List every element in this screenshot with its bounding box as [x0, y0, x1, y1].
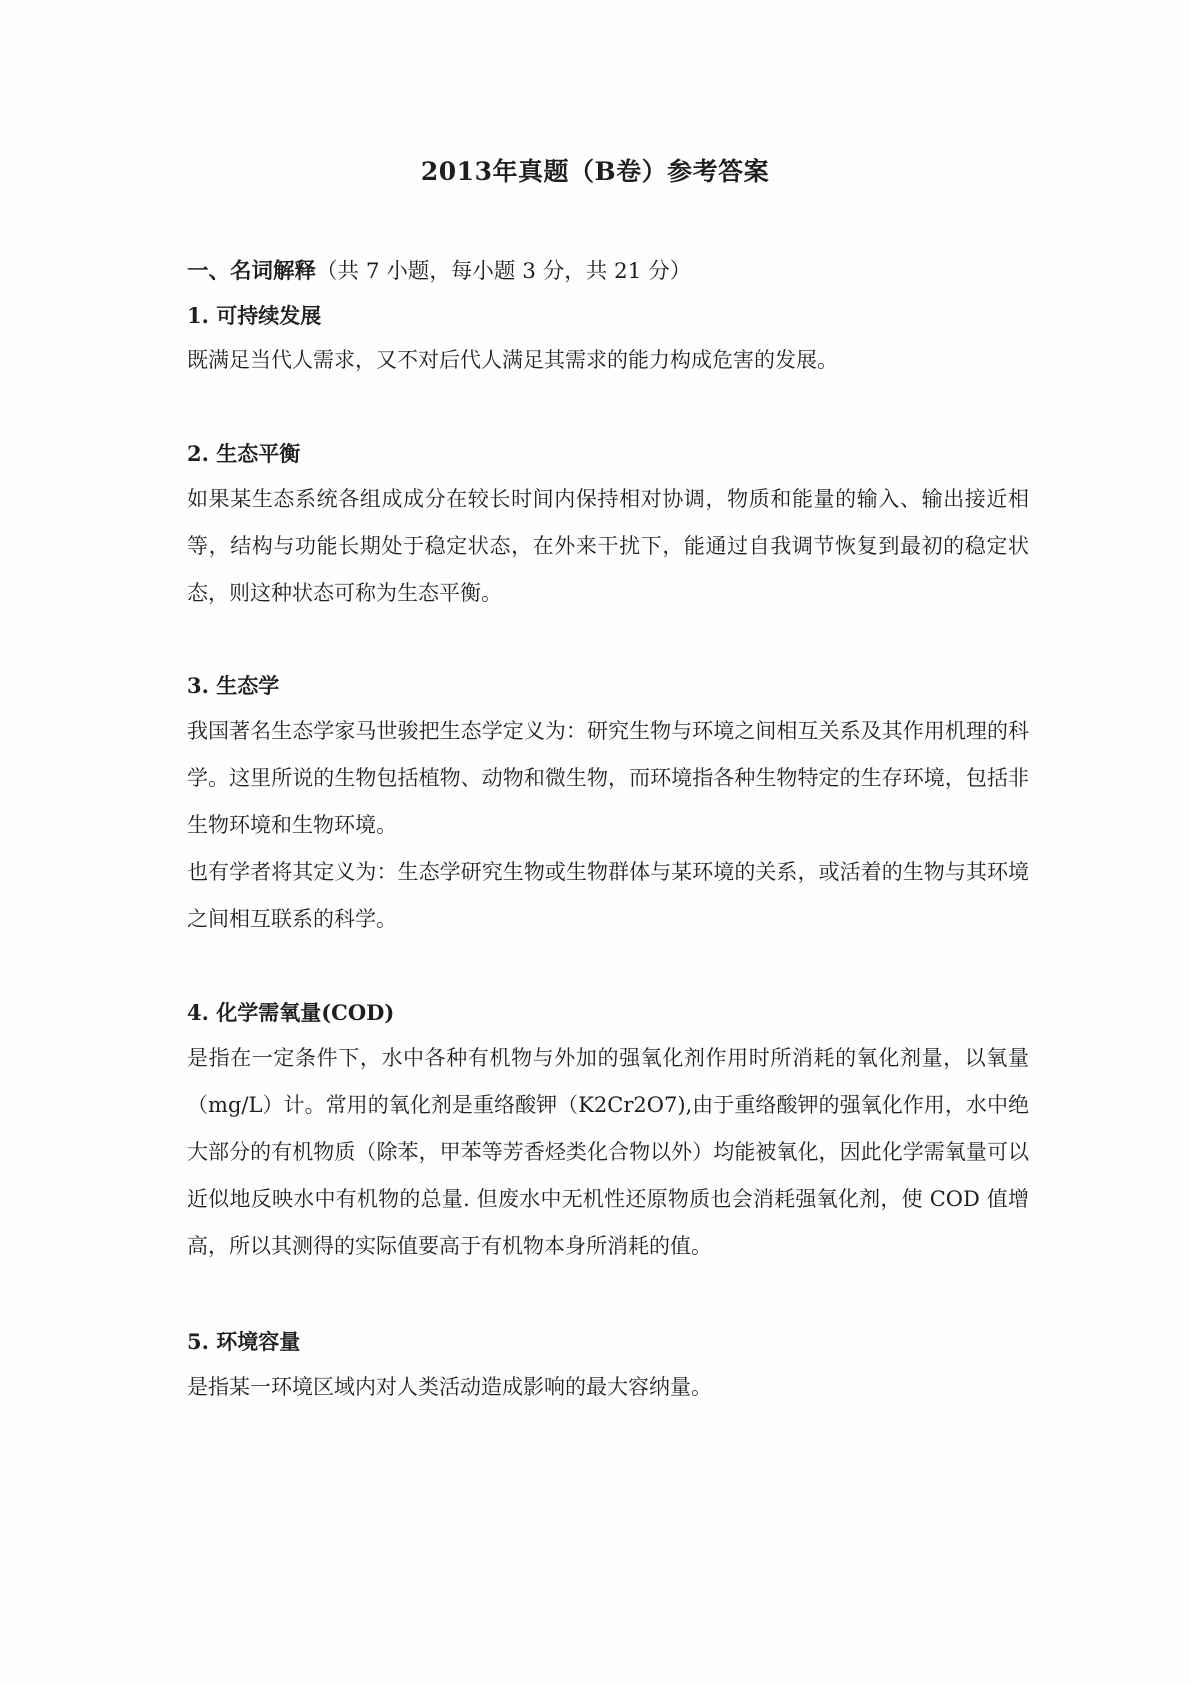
section-heading-note: （共 7 小题，每小题 3 分，共 21 分） — [316, 259, 692, 284]
term-title: 2. 生态平衡 — [187, 441, 301, 466]
term-item — [187, 294, 1029, 382]
term-item — [187, 991, 1029, 1270]
term-definition — [187, 338, 1029, 382]
term-item — [187, 1320, 1029, 1411]
spacer — [187, 617, 1029, 664]
term-paragraph: 是指在一定条件下，水中各种有机物与外加的强氧化剂作用时所消耗的氧化剂量，以氧量（mg/L）计。常用的氧化剂是重络酸钾（K2Cr2O7),由于重络酸钾的强氧化作用，水中绝大部分的有机物质（除苯，甲苯等芳香烃类化合物以外）均能被氧化，因此化学需氧量可以近似地反映水中有机物的总量. 但废水中无机性还原物质也会消耗强氧化剂，使 COD 值增高，所以其测得的实际值要高于有机物本身所消耗的值。 — [187, 1046, 1029, 1258]
term-paragraph: 如果某生态系统各组成成分在较长时间内保持相对协调，物质和能量的输入、输出接近相等，结构与功能长期处于稳定状态，在外来干扰下，能通过自我调节恢复到最初的稳定状态，则这种状态可称为生态平衡。 — [187, 487, 1029, 605]
section-heading-label: 一、名词解释 — [187, 259, 317, 284]
section-heading — [187, 250, 1029, 294]
term-title: 4. 化学需氧量(COD) — [187, 1000, 395, 1025]
term-paragraph: 我国著名生态学家马世骏把生态学定义为：研究生物与环境之间相互关系及其作用机理的科学。这里所说的生物包括植物、动物和微生物，而环境指各种生物特定的生存环境，包括非生物环境和生物环境。 — [187, 719, 1029, 837]
term-title: 5. 环境容量 — [187, 1329, 301, 1354]
term-definition — [187, 708, 1029, 943]
term-paragraph: 是指某一环境区域内对人类活动造成影响的最大容纳量。 — [187, 1375, 712, 1399]
spacer — [187, 943, 1029, 991]
term-item — [187, 432, 1029, 617]
term-paragraph: 既满足当代人需求，又不对后代人满足其需求的能力构成危害的发展。 — [187, 348, 838, 372]
spacer — [187, 1270, 1029, 1320]
term-definition — [187, 1364, 1029, 1411]
spacer — [187, 382, 1029, 432]
document-title: 2013年真题（B卷）参考答案 — [420, 157, 770, 186]
document-content — [187, 250, 1029, 1411]
term-title: 3. 生态学 — [187, 673, 280, 698]
term-title: 1. 可持续发展 — [187, 303, 322, 328]
term-definition — [187, 476, 1029, 617]
term-item — [187, 664, 1029, 943]
term-paragraph: 也有学者将其定义为：生态学研究生物或生物群体与某环境的关系，或活着的生物与其环境之间相互联系的科学。 — [187, 860, 1029, 931]
term-definition — [187, 1035, 1029, 1270]
